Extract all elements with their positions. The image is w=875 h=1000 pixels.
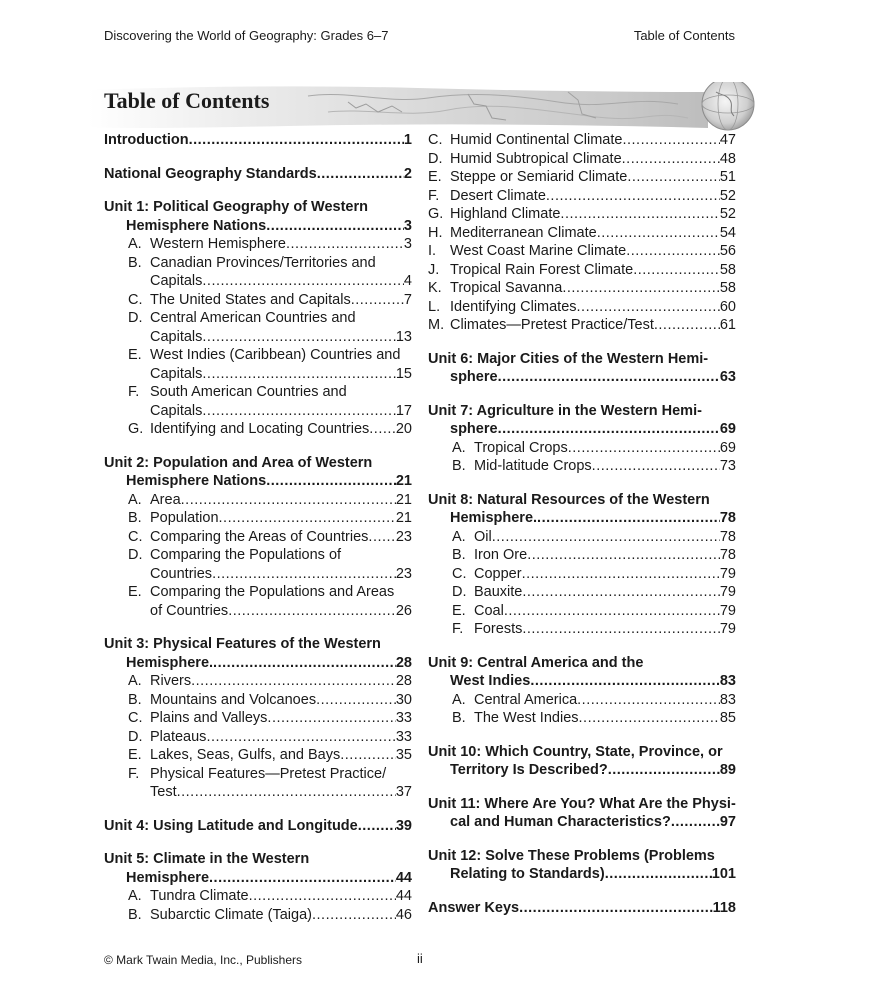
toc-subentry-line[interactable]: D. Comparing the Populations of bbox=[128, 547, 342, 563]
toc-unit bbox=[104, 454, 412, 621]
toc-entry[interactable]: Hemisphere ..... 44 bbox=[104, 869, 412, 888]
toc-subentry[interactable]: A. Oil ..... 78 bbox=[428, 528, 736, 547]
toc-subentry[interactable]: Capitals ..... 4 bbox=[104, 272, 412, 291]
toc-subentry[interactable]: A. Tundra Climate ..... 44 bbox=[104, 887, 412, 906]
toc-subentry[interactable]: G. Highland Climate ..... 52 bbox=[428, 205, 736, 224]
toc-unit bbox=[428, 847, 736, 884]
unit-heading-line[interactable]: Unit 9: Central America and the bbox=[428, 654, 644, 671]
toc-unit bbox=[104, 131, 412, 150]
toc-unit bbox=[428, 350, 736, 387]
toc-subentry-line[interactable]: F. South American Countries and bbox=[128, 384, 347, 400]
toc-subentry[interactable]: I. West Coast Marine Climate ..... 56 bbox=[428, 242, 736, 261]
toc-unit bbox=[428, 402, 736, 476]
toc-entry[interactable]: Relating to Standards) ..... 101 bbox=[428, 865, 736, 884]
toc-subentry[interactable]: Capitals ..... 17 bbox=[104, 402, 412, 421]
unit-heading-line[interactable]: Unit 8: Natural Resources of the Western bbox=[428, 491, 710, 508]
unit-heading-line[interactable]: Unit 1: Political Geography of Western bbox=[104, 199, 368, 215]
toc-unit bbox=[104, 165, 412, 184]
toc-unit bbox=[428, 743, 736, 780]
toc-subentry[interactable]: A. Rivers ..... 28 bbox=[104, 672, 412, 691]
toc-unit bbox=[104, 198, 412, 439]
toc-subentry[interactable]: E. Steppe or Semiarid Climate ..... 51 bbox=[428, 168, 736, 187]
toc-subentry[interactable]: K. Tropical Savanna ..... 58 bbox=[428, 279, 736, 298]
toc-subentry-line[interactable]: E. Comparing the Populations and Areas bbox=[128, 584, 395, 600]
toc-subentry[interactable]: A. Tropical Crops ..... 69 bbox=[428, 439, 736, 458]
toc-subentry[interactable]: G. Identifying and Locating Countries ..... 20 bbox=[104, 420, 412, 439]
toc-unit bbox=[428, 899, 736, 918]
unit-heading-line[interactable]: Unit 3: Physical Features of the Western bbox=[104, 636, 381, 652]
toc-subentry[interactable]: C. Copper ..... 79 bbox=[428, 565, 736, 584]
toc-unit bbox=[428, 654, 736, 728]
toc-unit bbox=[428, 795, 736, 832]
toc-subentry[interactable]: D. Plateaus ..... 33 bbox=[104, 728, 412, 747]
toc-subentry[interactable]: B. Subarctic Climate (Taiga) ..... 46 bbox=[104, 906, 412, 925]
toc-entry[interactable]: Hemisphere Nations ..... 21 bbox=[104, 472, 412, 491]
toc-subentry[interactable]: F. Desert Climate ..... 52 bbox=[428, 187, 736, 206]
toc-left-column bbox=[104, 131, 412, 939]
toc-subentry[interactable]: J. Tropical Rain Forest Climate ..... 58 bbox=[428, 261, 736, 280]
toc-subentry[interactable]: C. Plains and Valleys ..... 33 bbox=[104, 709, 412, 728]
toc-subentry[interactable]: F. Forests ..... 79 bbox=[428, 620, 736, 639]
page-title: Table of Contents bbox=[104, 88, 270, 113]
toc-subentry[interactable]: Countries ..... 23 bbox=[104, 565, 412, 584]
toc-entry[interactable]: sphere ..... 63 bbox=[428, 368, 736, 387]
copyright-footer: © Mark Twain Media, Inc., Publishers bbox=[104, 953, 303, 967]
toc-unit bbox=[104, 850, 412, 924]
toc-subentry[interactable]: A. Western Hemisphere ..... 3 bbox=[104, 235, 412, 254]
toc-subentry[interactable]: B. Iron Ore ..... 78 bbox=[428, 546, 736, 565]
toc-subentry-line[interactable]: D. Central American Countries and bbox=[128, 310, 356, 326]
toc-entry[interactable]: Unit 4: Using Latitude and Longitude ..... 39 bbox=[104, 817, 412, 836]
toc-entry[interactable]: West Indies ..... 83 bbox=[428, 672, 736, 691]
toc-subentry[interactable]: C. Comparing the Areas of Countries ..... 23 bbox=[104, 528, 412, 547]
toc-subentry[interactable]: B. Mountains and Volcanoes ..... 30 bbox=[104, 691, 412, 710]
toc-right-column bbox=[428, 131, 736, 932]
toc-subentry[interactable]: B. The West Indies ..... 85 bbox=[428, 709, 736, 728]
toc-entry[interactable]: Hemisphere Nations ..... 3 bbox=[104, 217, 412, 236]
toc-subentry[interactable]: D. Bauxite ..... 79 bbox=[428, 583, 736, 602]
toc-unit-continuation bbox=[428, 131, 736, 335]
toc-subentry[interactable]: of Countries ..... 26 bbox=[104, 602, 412, 621]
toc-entry[interactable]: Answer Keys ..... 118 bbox=[428, 899, 736, 918]
toc-entry[interactable]: sphere ..... 69 bbox=[428, 420, 736, 439]
running-header-title: Discovering the World of Geography: Grades 6–7 bbox=[104, 28, 389, 43]
unit-heading-line[interactable]: Unit 5: Climate in the Western bbox=[104, 851, 310, 867]
toc-subentry[interactable]: C. The United States and Capitals ..... 7 bbox=[104, 291, 412, 310]
page-number: ii bbox=[417, 951, 423, 966]
unit-heading-line[interactable]: Unit 6: Major Cities of the Western Hemi- bbox=[428, 350, 709, 367]
toc-subentry[interactable]: B. Population ..... 21 bbox=[104, 509, 412, 528]
toc-subentry[interactable]: M. Climates—Pretest Practice/Test ..... 61 bbox=[428, 316, 736, 335]
toc-entry[interactable]: cal and Human Characteristics? ..... 97 bbox=[428, 813, 736, 832]
toc-subentry[interactable]: B. Mid-latitude Crops ..... 73 bbox=[428, 457, 736, 476]
toc-entry[interactable]: Territory Is Described? ..... 89 bbox=[428, 761, 736, 780]
unit-heading-line[interactable]: Unit 2: Population and Area of Western bbox=[104, 454, 373, 471]
toc-subentry[interactable]: Test ..... 37 bbox=[104, 783, 412, 802]
toc-subentry[interactable]: C. Humid Continental Climate ..... 47 bbox=[428, 131, 736, 150]
toc-subentry[interactable]: H. Mediterranean Climate ..... 54 bbox=[428, 224, 736, 243]
unit-heading-line[interactable]: Unit 12: Solve These Problems (Problems bbox=[428, 847, 715, 864]
toc-entry[interactable]: Hemisphere. ..... 28 bbox=[104, 654, 412, 673]
toc-entry[interactable]: Hemisphere. ..... 78 bbox=[428, 509, 736, 528]
toc-unit bbox=[104, 817, 412, 836]
toc-subentry[interactable]: E. Coal ..... 79 bbox=[428, 602, 736, 621]
toc-subentry[interactable]: L. Identifying Climates ..... 60 bbox=[428, 298, 736, 317]
toc-subentry[interactable]: A. Central America ..... 83 bbox=[428, 691, 736, 710]
running-header-section: Table of Contents bbox=[633, 28, 735, 43]
toc-subentry[interactable]: A. Area ..... 21 bbox=[104, 491, 412, 510]
toc-unit bbox=[104, 635, 412, 802]
toc-subentry[interactable]: Capitals ..... 15 bbox=[104, 365, 412, 384]
toc-subentry-line[interactable]: F. Physical Features—Pretest Practice/ bbox=[128, 765, 387, 782]
toc-subentry[interactable]: E. Lakes, Seas, Gulfs, and Bays ..... 35 bbox=[104, 746, 412, 765]
toc-unit bbox=[428, 491, 736, 639]
toc-subentry[interactable]: D. Humid Subtropical Climate ..... 48 bbox=[428, 150, 736, 169]
toc-entry[interactable]: Introduction ..... 1 bbox=[104, 131, 412, 150]
unit-heading-line[interactable]: Unit 10: Which Country, State, Province, or bbox=[428, 743, 723, 760]
toc-subentry-line[interactable]: E. West Indies (Caribbean) Countries and bbox=[128, 347, 401, 363]
toc-entry[interactable]: National Geography Standards ..... 2 bbox=[104, 165, 412, 184]
toc-subentry[interactable]: Capitals ..... 13 bbox=[104, 328, 412, 347]
toc-subentry-line[interactable]: B. Canadian Provinces/Territories and bbox=[128, 254, 376, 271]
unit-heading-line[interactable]: Unit 7: Agriculture in the Western Hemi- bbox=[428, 402, 702, 419]
unit-heading-line[interactable]: Unit 11: Where Are You? What Are the Physi- bbox=[428, 795, 736, 812]
